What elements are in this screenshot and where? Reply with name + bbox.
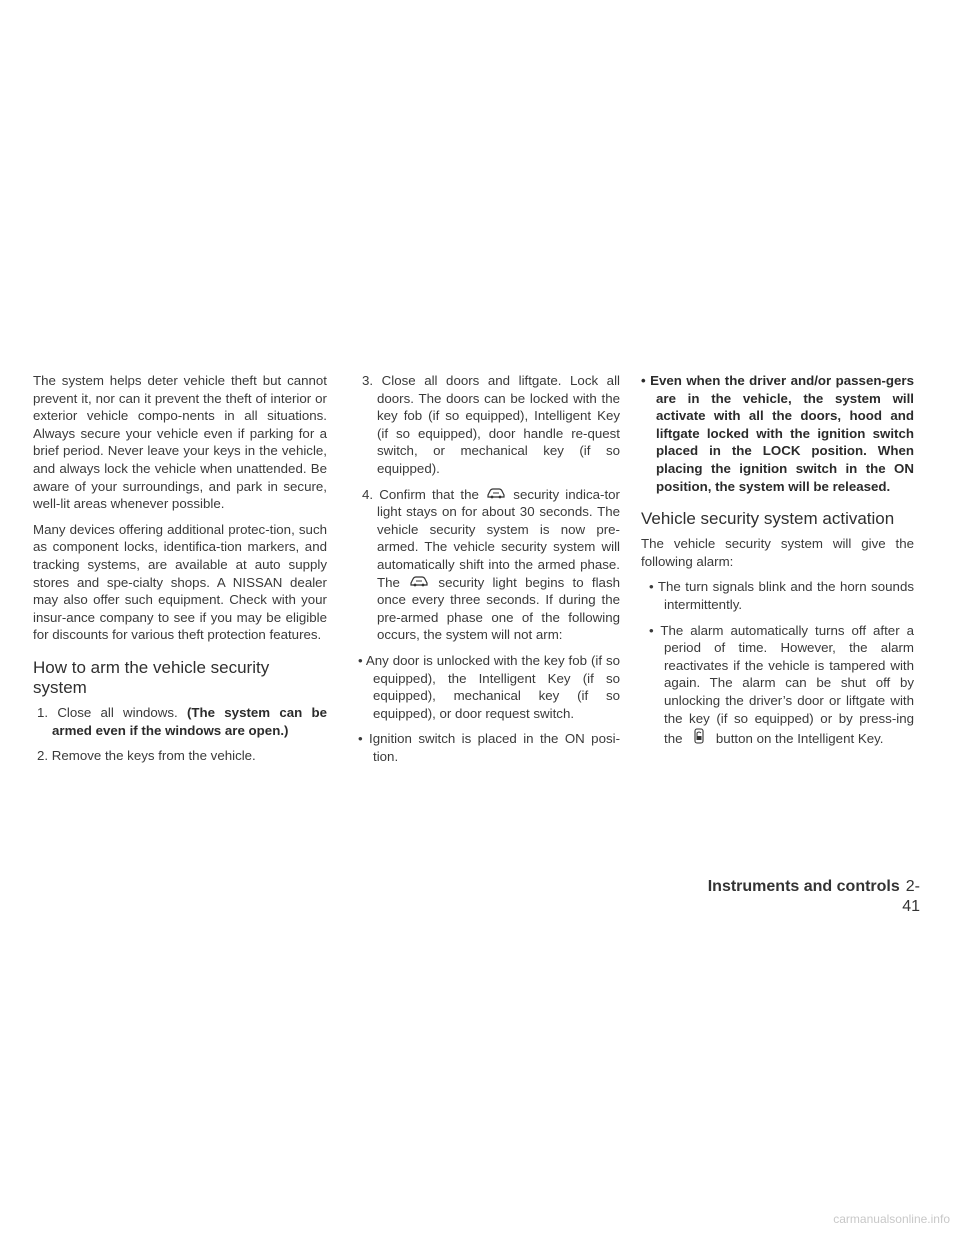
alarm-item-2-b: button on the Intelligent Key. [715,731,884,747]
watermark: carmanualsonline.info [833,1212,950,1226]
page-number: 2-41 [902,878,920,915]
prearm-bullet-1: • Any door is unlocked with the key fob (if so equipped), the Intelligent Key (if so equipped), mechanical key (if so equipped), or door request switch. [358,652,620,721]
devices-paragraph: Many devices offering additional protec-tion, such as component locks, identifica-tion markers, and tracking systems, are available at auto supply stores and spe-cialty shops. A NISSAN dealer may also offer such equipment. Check with your insur-ance company to see if you may be eligible for discounts for various theft protection features. [33,521,327,643]
page-footer [690,877,920,917]
car-security-icon [408,574,430,588]
arm-heading: How to arm the vehicle security system [33,657,270,697]
key-unlock-icon [686,727,712,745]
passenger-bullet [641,372,914,495]
prearm-bullet-2: • Ignition switch is placed in the ON posi-tion. [358,731,620,764]
arm-step-1-bold: (The system can be armed even if the windows are open.) [52,704,327,738]
arm-step-1-text: 1. Close all windows. [37,704,178,720]
arm-step-4-b: security indica-tor light stays on for about 30 seconds. The vehicle security system is now pre-armed. The vehicle security system will automatically shift into the armed phase. The [377,486,620,590]
arm-step-4 [358,486,620,644]
activation-intro: The vehicle security system will give the following alarm: [641,536,914,569]
car-security-icon [485,486,507,500]
column-middle [358,372,620,773]
arm-step-3: 3. Close all doors and liftgate. Lock all doors. The doors can be locked with the key fob (if so equipped), Intelligent Key (if so equipped), door handle re-quest switch, or mechanical key (if so equipped). [362,373,620,476]
column-right [641,372,914,756]
arm-step-4-c: security light begins to flash once every three seconds. If during the pre-armed phase one of the following occurs, the system will not arm: [377,574,620,643]
arm-step-2: 2. Remove the keys from the vehicle. [37,748,256,764]
activation-heading: Vehicle security system activation [641,509,895,529]
footer-section-title: Instruments and controls [707,878,900,895]
passenger-bullet-bold: • Even when the driver and/or passen-gers are in the vehicle, the system will activate with all the doors, hood and liftgate locked with the ignition switch placed in the LOCK position. When placing the ignition switch in the ON position, the system will be released. [641,373,914,494]
arm-step-1 [33,704,327,739]
alarm-item-1: • The turn signals blink and the horn sounds intermittently. [649,579,914,612]
arm-step-4-a: 4. Confirm that the [362,486,479,502]
alarm-item-2-a: • The alarm automatically turns off after a period of time. However, the alarm reactivates if the vehicle is tampered with again. The alarm can be shut off by unlocking the driver’s door or liftgate with the key (if so equipped) or by press-ing the [649,622,914,747]
alarm-item-2 [649,622,914,748]
column-left [33,372,327,773]
intro-paragraph: The system helps deter vehicle theft but cannot prevent it, nor can it prevent the theft of interior or exterior vehicle compo-nents in all situations. Always secure your vehicle even if parking for a brief period. Never leave your keys in the vehicle, and always lock the vehicle when unattended. Be aware of your surroundings, and park in secure, well-lit areas whenever possible. [33,373,327,512]
